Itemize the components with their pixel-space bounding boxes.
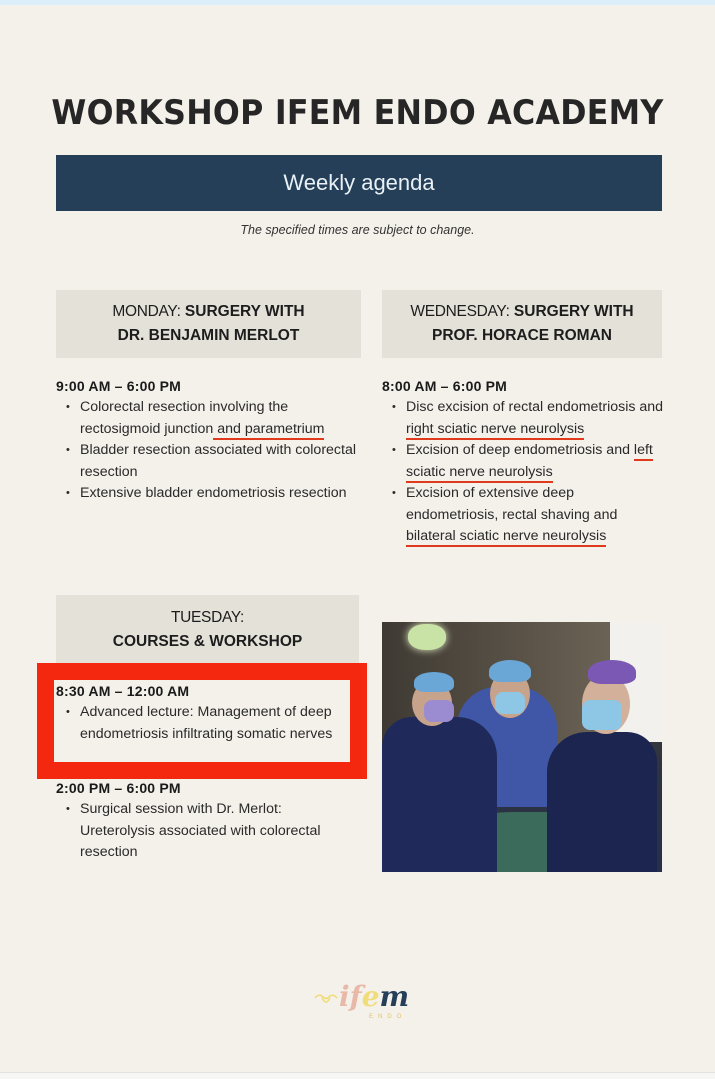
cap xyxy=(414,672,454,692)
session-items xyxy=(382,397,667,548)
surgeon-right xyxy=(547,732,657,872)
tuesday-day-label: TUESDAY: xyxy=(170,609,245,626)
schedule-note: The specified times are subject to change. xyxy=(240,223,475,237)
wednesday-session xyxy=(382,377,667,548)
tuesday-morning-session xyxy=(56,682,356,745)
bottom-strip xyxy=(0,1072,715,1079)
wednesday-heading-line1: SURGERY WITH xyxy=(513,303,634,320)
list-item: • Extensive bladder endometriosis resection xyxy=(56,483,366,505)
session-items xyxy=(56,397,366,505)
underlined-text: right sciatic nerve neurolysis xyxy=(406,421,584,440)
mask xyxy=(495,692,525,714)
tuesday-header xyxy=(56,595,359,665)
underlined-text: left sciatic nerve neurolysis xyxy=(406,442,653,483)
top-strip xyxy=(0,0,715,5)
list-item: • Disc excision of rectal endometriosis and right sciatic nerve neurolysis xyxy=(382,397,667,440)
surgical-lamp-icon xyxy=(408,624,446,650)
list-item: • Colorectal resection involving the rectosigmoid junction and parametrium xyxy=(56,397,366,440)
monday-session xyxy=(56,377,366,505)
page-title: WORKSHOP IFEM ENDO ACADEMY xyxy=(51,93,664,133)
list-item: • Advanced lecture: Management of deep endometriosis infiltrating somatic nerves xyxy=(56,702,356,745)
monday-heading-line2: DR. BENJAMIN MERLOT xyxy=(117,327,300,344)
session-items xyxy=(56,799,356,864)
tuesday-afternoon-session xyxy=(56,779,356,864)
uterus-icon xyxy=(313,992,339,1006)
underlined-text: and parametrium xyxy=(213,421,324,440)
surgeon-left xyxy=(382,717,497,872)
session-time: 9:00 AM – 6:00 PM xyxy=(56,378,182,394)
logo-subtitle: ENDO xyxy=(369,1014,407,1020)
session-items xyxy=(56,702,356,745)
list-item: • Surgical session with Dr. Merlot: Ureterolysis associated with colorectal resection xyxy=(56,799,356,864)
list-item: • Excision of extensive deep endometriosis, rectal shaving and bilateral sciatic nerve neurolysis xyxy=(382,483,667,548)
ifem-endo-logo xyxy=(313,978,423,1024)
surgical-team-photo xyxy=(382,622,662,872)
wednesday-heading-line2: PROF. HORACE ROMAN xyxy=(432,327,612,344)
mask xyxy=(582,700,622,730)
monday-day-label: MONDAY: xyxy=(112,303,181,320)
underlined-text: bilateral sciatic nerve neurolysis xyxy=(406,528,606,547)
session-time: 2:00 PM – 6:00 PM xyxy=(56,780,181,796)
list-item: • Bladder resection associated with colorectal resection xyxy=(56,440,366,483)
wednesday-day-label: WEDNESDAY: xyxy=(410,303,510,320)
monday-heading-line1: SURGERY WITH xyxy=(184,303,305,320)
session-time: 8:30 AM – 12:00 AM xyxy=(56,683,190,699)
wednesday-header xyxy=(382,290,662,358)
cap xyxy=(588,660,636,684)
list-item: • Excision of deep endometriosis and left sciatic nerve neurolysis xyxy=(382,440,667,483)
session-time: 8:00 AM – 6:00 PM xyxy=(382,378,508,394)
tuesday-heading-line1: COURSES & WORKSHOP xyxy=(112,633,303,650)
monday-header xyxy=(56,290,361,358)
banner-label: Weekly agenda xyxy=(283,170,435,195)
mask xyxy=(424,700,454,722)
logo-wordmark: ifem xyxy=(339,980,410,1013)
weekly-agenda-banner xyxy=(56,155,662,211)
cap xyxy=(489,660,531,682)
